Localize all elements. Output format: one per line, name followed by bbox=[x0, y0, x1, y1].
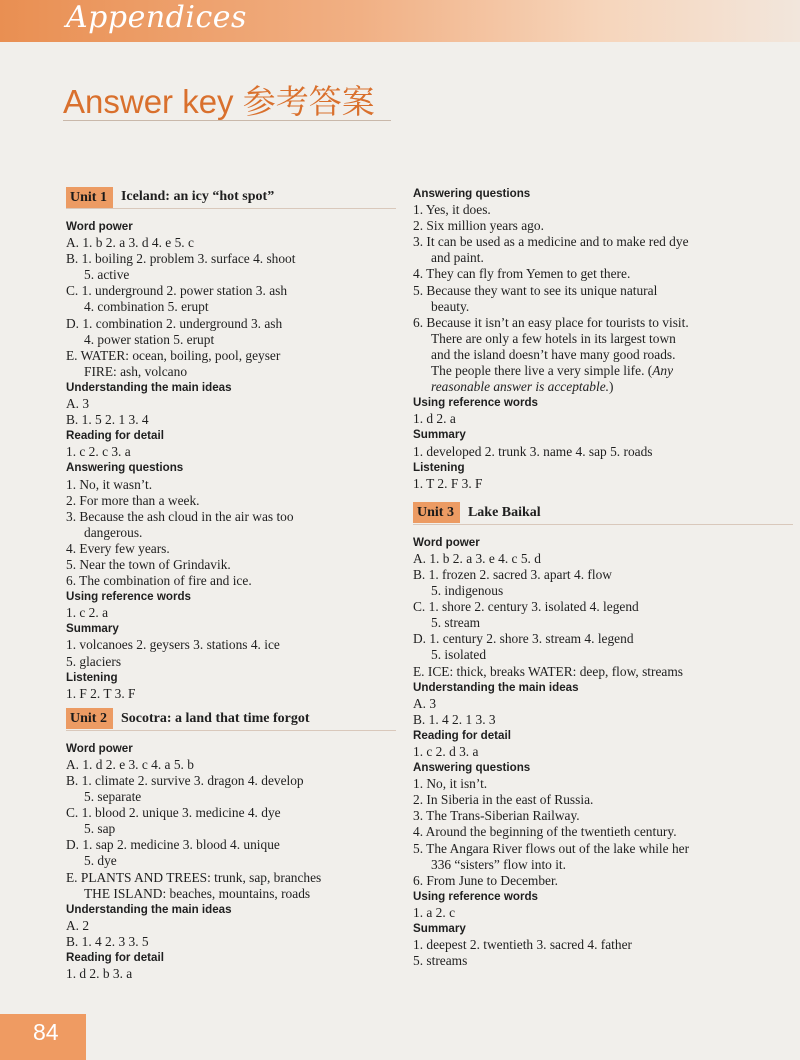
section-heading: Summary bbox=[413, 428, 466, 442]
answer-line: 1. Yes, it does. bbox=[413, 202, 491, 218]
unit-header bbox=[66, 186, 396, 209]
answer-line: 4. They can fly from Yemen to get there. bbox=[413, 266, 631, 282]
section-heading: Answering questions bbox=[413, 187, 531, 200]
answer-line: 5. isolated bbox=[431, 647, 487, 663]
section-heading: Answering questions bbox=[66, 461, 184, 475]
title-divider bbox=[63, 120, 391, 121]
answer-line: B. 1. 4 2. 3 3. 5 bbox=[66, 933, 149, 949]
answer-line: B. 1. 5 2. 1 3. 4 bbox=[66, 412, 149, 428]
answer-line: 3. It can be used as a medicine and to make red dye bbox=[413, 234, 689, 250]
answer-line: 4. power station 5. erupt bbox=[84, 331, 215, 347]
right-column bbox=[413, 186, 793, 969]
section-heading: Word power bbox=[66, 741, 133, 755]
answer-line: and paint. bbox=[431, 250, 484, 266]
answer-line: 5. The Angara River flows out of the lake while her bbox=[413, 840, 690, 856]
answer-line: 1. deepest 2. twentieth 3. sacred 4. father bbox=[413, 937, 633, 953]
answer-line: D. 1. sap 2. medicine 3. blood 4. unique bbox=[66, 837, 280, 853]
answer-line: 1. developed 2. trunk 3. name 4. sap 5. roads bbox=[413, 443, 653, 459]
answer-line: D. 1. combination 2. underground 3. ash bbox=[66, 315, 283, 331]
unit-header bbox=[413, 502, 793, 525]
answer-line: B. 1. boiling 2. problem 3. surface 4. shoot bbox=[66, 251, 296, 267]
answer-line: 5. separate bbox=[84, 789, 142, 805]
answer-line: A. 1. b 2. a 3. d 4. e 5. c bbox=[66, 235, 194, 251]
answer-line: 5. indigenous bbox=[431, 583, 504, 599]
section-heading: Understanding the main ideas bbox=[413, 680, 579, 694]
answer-line: E. WATER: ocean, boiling, pool, geyser bbox=[66, 347, 281, 363]
answer-line: 1. c 2. c 3. a bbox=[66, 444, 131, 460]
unit-title: Iceland: an icy “hot spot” bbox=[120, 188, 275, 204]
answer-line: C. 1. underground 2. power station 3. ash bbox=[66, 283, 288, 299]
answer-line: A. 2 bbox=[66, 917, 90, 933]
answer-line: 5. Near the town of Grindavik. bbox=[66, 556, 231, 572]
answer-line: 5. glaciers bbox=[66, 653, 122, 669]
answer-line: reasonable answer is acceptable.) bbox=[431, 379, 614, 395]
answer-line: 5. streams bbox=[413, 953, 468, 969]
page-title: Answer key 参考答案 bbox=[63, 83, 375, 120]
answer-line: FIRE: ash, volcano bbox=[84, 363, 188, 379]
answer-line: 1. No, it wasn’t. bbox=[66, 476, 153, 492]
answer-line: 1. d 2. a bbox=[413, 411, 456, 427]
answer-line: 5. active bbox=[84, 267, 130, 283]
answer-line: 1. volcanoes 2. geysers 3. stations 4. ice bbox=[66, 637, 280, 653]
answer-line: A. 1. b 2. a 3. e 4. c 5. d bbox=[413, 550, 541, 566]
answer-line: 4. Every few years. bbox=[66, 540, 170, 556]
answer-line: 2. In Siberia in the east of Russia. bbox=[413, 792, 594, 808]
section-heading: Reading for detail bbox=[413, 728, 511, 742]
answer-line: B. 1. 4 2. 1 3. 3 bbox=[413, 711, 496, 727]
answer-line: There are only a few hotels in its largest town bbox=[431, 330, 676, 346]
answer-line: 4. combination 5. erupt bbox=[84, 299, 209, 315]
page-number: 84 bbox=[33, 1019, 59, 1045]
answer-line: THE ISLAND: beaches, mountains, roads bbox=[84, 885, 311, 901]
unit-badge: Unit 1 bbox=[66, 187, 113, 208]
unit-header bbox=[66, 708, 396, 731]
answer-line: beauty. bbox=[431, 298, 470, 314]
answer-line: 1. T 2. F 3. F bbox=[413, 475, 483, 491]
unit-badge: Unit 3 bbox=[413, 502, 460, 523]
answer-line: 5. Because they want to see its unique natural bbox=[413, 282, 658, 298]
answer-line: B. 1. frozen 2. sacred 3. apart 4. flow bbox=[413, 566, 612, 582]
section-heading: Summary bbox=[66, 622, 119, 636]
answer-line: 1. No, it isn’t. bbox=[413, 776, 488, 792]
unit-title: Socotra: a land that time forgot bbox=[120, 710, 310, 726]
answer-line: 1. a 2. c bbox=[413, 904, 456, 920]
answer-line: E. PLANTS AND TREES: trunk, sap, branches bbox=[66, 869, 322, 885]
spacer bbox=[413, 492, 793, 502]
answer-line: 1. F 2. T 3. F bbox=[66, 685, 136, 701]
answer-line: 3. Because the ash cloud in the air was too bbox=[66, 508, 294, 524]
unit-badge: Unit 2 bbox=[66, 708, 113, 729]
answer-line: E. ICE: thick, breaks WATER: deep, flow, streams bbox=[413, 663, 683, 679]
answer-line: A. 1. d 2. e 3. c 4. a 5. b bbox=[66, 756, 194, 772]
answer-line: C. 1. shore 2. century 3. isolated 4. legend bbox=[413, 599, 639, 615]
answer-line: 1. c 2. a bbox=[66, 605, 109, 621]
answer-line: 2. For more than a week. bbox=[66, 492, 200, 508]
answer-line: 4. Around the beginning of the twentieth century. bbox=[413, 824, 677, 840]
answer-line: 2. Six million years ago. bbox=[413, 218, 544, 234]
answer-line: A. 3 bbox=[413, 695, 437, 711]
section-heading: Reading for detail bbox=[66, 951, 164, 965]
answer-line: A. 3 bbox=[66, 396, 90, 412]
answer-line: 5. dye bbox=[84, 853, 117, 869]
answer-line: The people there live a very simple life. (Any bbox=[431, 363, 674, 379]
answer-line: 6. Because it isn’t an easy place for tourists to visit. bbox=[413, 314, 689, 330]
answer-line: D. 1. century 2. shore 3. stream 4. legend bbox=[413, 631, 634, 647]
answer-line: and the island doesn’t have many good roads. bbox=[431, 346, 676, 362]
section-heading: Reading for detail bbox=[66, 429, 164, 443]
answer-line: 5. sap bbox=[84, 821, 116, 837]
section-heading: Listening bbox=[66, 670, 118, 684]
answer-line: 3. The Trans-Siberian Railway. bbox=[413, 808, 580, 824]
answer-line: C. 1. blood 2. unique 3. medicine 4. dye bbox=[66, 805, 281, 821]
left-column bbox=[66, 186, 396, 982]
section-heading: Understanding the main ideas bbox=[66, 380, 232, 394]
section-heading: Using reference words bbox=[66, 590, 191, 604]
answer-line: 5. stream bbox=[431, 615, 481, 631]
section-heading: Using reference words bbox=[413, 889, 538, 903]
section-heading: Using reference words bbox=[413, 396, 538, 410]
answer-line: 336 “sisters” flow into it. bbox=[431, 856, 567, 872]
section-heading: Listening bbox=[413, 460, 465, 474]
section-header-title: Appendices bbox=[66, 0, 247, 35]
section-heading: Word power bbox=[66, 220, 133, 233]
answer-line: 1. d 2. b 3. a bbox=[66, 966, 133, 982]
section-heading: Summary bbox=[413, 922, 466, 936]
answer-line: 1. c 2. d 3. a bbox=[413, 744, 479, 759]
answer-line: 6. From June to December. bbox=[413, 872, 559, 888]
section-heading: Answering questions bbox=[413, 761, 531, 775]
section-heading: Word power bbox=[413, 535, 480, 549]
answer-line: dangerous. bbox=[84, 524, 143, 540]
answer-line: 6. The combination of fire and ice. bbox=[66, 573, 252, 589]
answer-line: B. 1. climate 2. survive 3. dragon 4. develop bbox=[66, 773, 304, 788]
unit-title: Lake Baikal bbox=[467, 504, 541, 520]
section-heading: Understanding the main ideas bbox=[66, 902, 232, 916]
